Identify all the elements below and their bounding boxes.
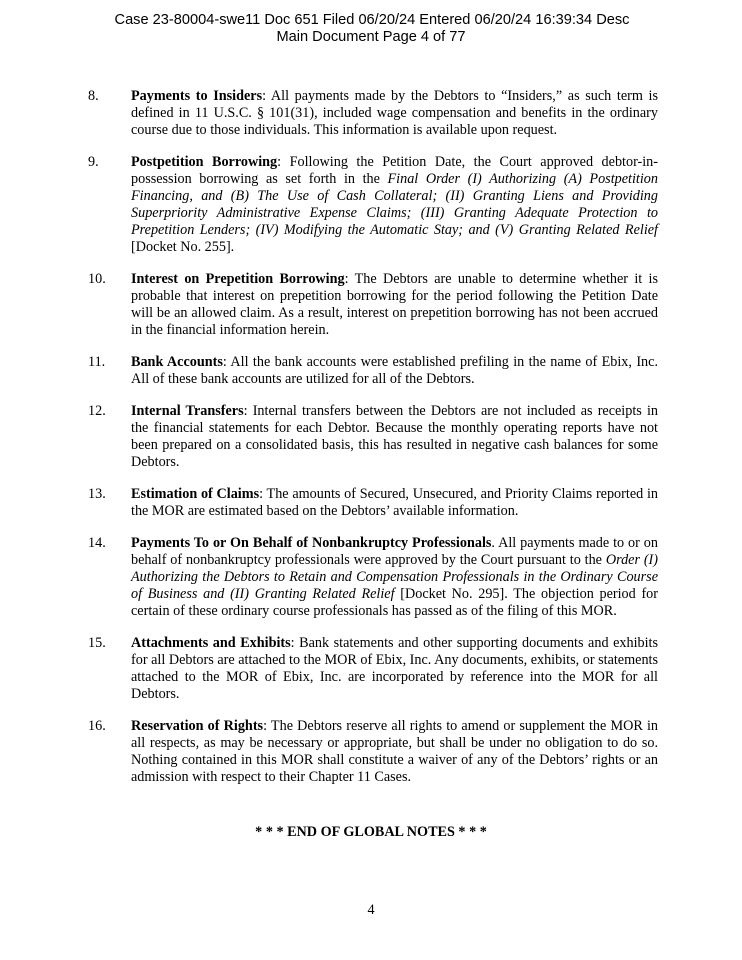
- note-text: : All the bank accounts were established prefiling in the name of Ebix, Inc. All of these bank accounts are utilized for all of the Debtors.: [131, 354, 658, 387]
- note-item: [88, 354, 658, 388]
- global-notes-list: [88, 88, 658, 801]
- note-title: Postpetition Borrowing: [131, 154, 278, 170]
- note-number: 14.: [88, 535, 106, 551]
- note-text: : The Debtors reserve all rights to amend or supplement the MOR in all respects, as may be necessary or appropriate, but shall be under no obligation to do so. Nothing contained in this MOR shall constitute a waiver of any of the Debtors’ rights or an admission with respect to their Chapter 11 Cases.: [131, 718, 658, 785]
- note-title: Attachments and Exhibits: [131, 635, 291, 651]
- note-item: [88, 486, 658, 520]
- note-item: [88, 154, 658, 256]
- note-title: Interest on Prepetition Borrowing: [131, 271, 345, 287]
- note-title: Internal Transfers: [131, 403, 244, 419]
- note-title: Reservation of Rights: [131, 718, 264, 734]
- note-item: [88, 718, 658, 786]
- case-header: [0, 12, 742, 46]
- note-item: [88, 403, 658, 471]
- note-text: : The amounts of Secured, Unsecured, and Priority Claims reported in the MOR are estimated based on the Debtors’ available information.: [131, 486, 658, 519]
- note-number: 9.: [88, 154, 99, 170]
- note-item: [88, 635, 658, 703]
- note-cited-order: Final Order (I) Authorizing (A) Postpetition Financing, and (B) The Use of Cash Collateral; (II) Granting Liens and Providing Superpriority Administrative Expense Claims; (III) Granting Adequate Protection to Prepetition Lenders; (IV) Modifying the Automatic Stay; and (V) Granting Related Relief: [131, 171, 658, 238]
- note-title: Estimation of Claims: [131, 486, 260, 502]
- note-text: : The Debtors are unable to determine whether it is probable that interest on prepetition borrowing for the period following the Petition Date will be an allowed claim. As a result, interest on prepetition borrowing has not been accrued in the financial information herein.: [131, 271, 658, 338]
- case-header-line2: Main Document Page 4 of 77: [276, 29, 466, 45]
- note-text: [Docket No. 295]. The objection period for certain of these ordinary course professionals has passed as of the filing of this MOR.: [131, 586, 658, 619]
- note-text: : All payments made by the Debtors to “Insiders,” as such term is defined in 11 U.S.C. § 101(31), included wage compensation and benefits in the ordinary course due to those individuals. This information is available upon request.: [131, 88, 658, 138]
- note-number: 8.: [88, 88, 99, 104]
- note-number: 11.: [88, 354, 106, 370]
- note-item: [88, 535, 658, 620]
- note-number: 15.: [88, 635, 106, 651]
- note-text: : Following the Petition Date, the Court approved debtor-in-possession borrowing as set forth in the: [131, 154, 658, 187]
- note-item: [88, 88, 658, 139]
- note-text: . All payments made to or on behalf of nonbankruptcy professionals were approved by the Court pursuant to the: [131, 535, 658, 568]
- page-number: 4: [367, 902, 375, 918]
- note-text: [Docket No. 255].: [131, 239, 235, 255]
- note-number: 12.: [88, 403, 106, 419]
- note-text: : Bank statements and other supporting documents and exhibits for all Debtors are attached to the MOR of Ebix, Inc. Any documents, exhibits, or statements attached to the MOR of Ebix, Inc. are incorporated by reference into the MOR for all Debtors.: [131, 635, 659, 702]
- note-title: Bank Accounts: [131, 354, 223, 370]
- note-number: 10.: [88, 271, 106, 287]
- note-number: 13.: [88, 486, 106, 502]
- note-number: 16.: [88, 718, 106, 734]
- end-of-notes: * * * END OF GLOBAL NOTES * * *: [255, 824, 487, 840]
- note-title: Payments To or On Behalf of Nonbankruptcy Professionals: [131, 535, 492, 551]
- case-header-line1: Case 23-80004-swe11 Doc 651 Filed 06/20/24 Entered 06/20/24 16:39:34 Desc: [114, 12, 630, 28]
- note-cited-order: Order (I) Authorizing the Debtors to Retain and Compensation Professionals in the Ordinary Course of Business and (II) Granting Related Relief: [131, 552, 659, 602]
- note-item: [88, 271, 658, 339]
- note-title: Payments to Insiders: [131, 88, 263, 104]
- note-text: : Internal transfers between the Debtors are not included as receipts in the financial statements for each Debtor. Because the monthly operating reports have not been prepared on a consolidated basis, this has resulted in negative cash balances for some Debtors.: [131, 403, 659, 470]
